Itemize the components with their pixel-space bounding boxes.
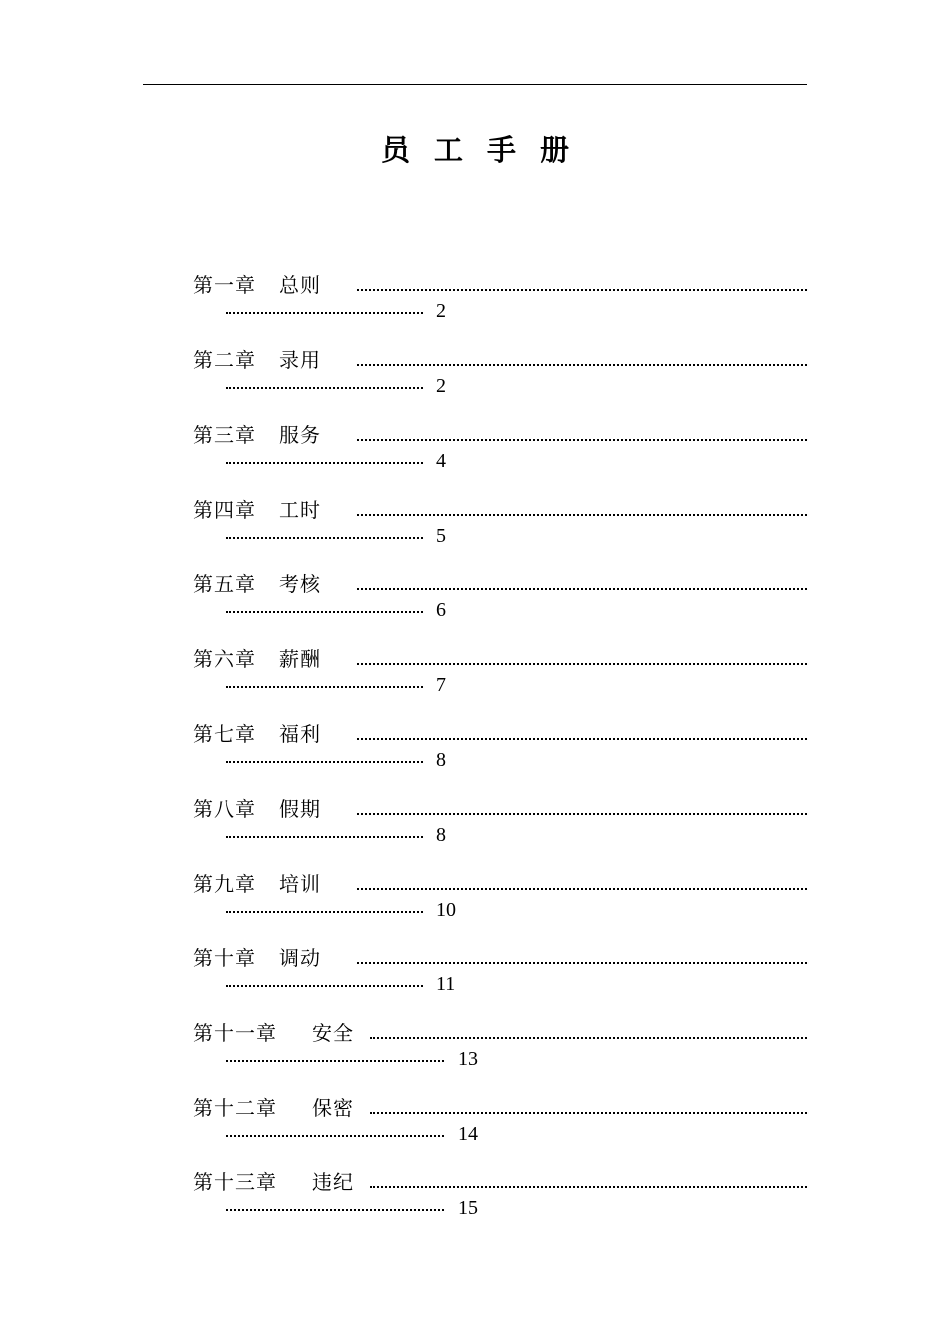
dot-leader	[226, 312, 423, 314]
dot-leader	[357, 588, 807, 590]
page-number: 4	[436, 450, 446, 472]
chapter-number: 第十章	[193, 946, 256, 970]
dot-leader	[357, 888, 807, 890]
dot-leader	[226, 761, 423, 763]
chapter-number: 第五章	[193, 572, 256, 596]
dot-leader	[226, 911, 423, 913]
chapter-title: 调动	[279, 946, 321, 970]
toc-entry-5[interactable]	[193, 571, 807, 631]
document-title: 员工手册	[380, 133, 593, 167]
dot-leader	[226, 1209, 444, 1211]
dot-leader	[226, 1135, 444, 1137]
page-number: 11	[436, 973, 456, 995]
chapter-title: 总则	[279, 273, 321, 297]
dot-leader	[357, 289, 807, 291]
page-number: 15	[458, 1197, 478, 1219]
chapter-title: 福利	[279, 722, 321, 746]
chapter-title: 培训	[279, 872, 321, 896]
chapter-title: 服务	[279, 423, 321, 447]
chapter-number: 第十二章	[193, 1096, 277, 1120]
toc-entry-10[interactable]	[193, 945, 807, 1005]
toc-entry-11[interactable]	[193, 1020, 807, 1080]
dot-leader	[226, 1060, 444, 1062]
chapter-title: 违纪	[312, 1170, 354, 1194]
page-number: 8	[436, 749, 446, 771]
dot-leader	[357, 738, 807, 740]
chapter-number: 第九章	[193, 872, 256, 896]
dot-leader	[357, 663, 807, 665]
page-number: 10	[436, 899, 456, 921]
chapter-number: 第十三章	[193, 1170, 277, 1194]
toc-entry-2[interactable]	[193, 347, 807, 407]
page-number: 13	[458, 1048, 478, 1070]
chapter-title: 假期	[279, 797, 321, 821]
dot-leader	[357, 514, 807, 516]
dot-leader	[357, 364, 807, 366]
page-number: 8	[436, 824, 446, 846]
dot-leader	[226, 387, 423, 389]
dot-leader	[370, 1037, 807, 1039]
chapter-number: 第六章	[193, 647, 256, 671]
page-number: 7	[436, 674, 446, 696]
dot-leader	[226, 611, 423, 613]
page-number: 14	[458, 1123, 478, 1145]
chapter-title: 保密	[312, 1096, 354, 1120]
toc-entry-1[interactable]	[193, 272, 807, 332]
toc-entry-9[interactable]	[193, 871, 807, 931]
chapter-title: 安全	[312, 1021, 354, 1045]
page-number: 6	[436, 599, 446, 621]
toc-entry-6[interactable]	[193, 646, 807, 706]
dot-leader	[226, 985, 423, 987]
dot-leader	[357, 813, 807, 815]
chapter-number: 第七章	[193, 722, 256, 746]
chapter-number: 第十一章	[193, 1021, 277, 1045]
chapter-number: 第八章	[193, 797, 256, 821]
toc-entry-3[interactable]	[193, 422, 807, 482]
chapter-number: 第二章	[193, 348, 256, 372]
page-number: 5	[436, 525, 446, 547]
dot-leader	[370, 1186, 807, 1188]
page-number: 2	[436, 300, 446, 322]
dot-leader	[226, 537, 423, 539]
toc-entry-7[interactable]	[193, 721, 807, 781]
dot-leader	[226, 686, 423, 688]
toc-entry-12[interactable]	[193, 1095, 807, 1155]
toc-entry-4[interactable]	[193, 497, 807, 557]
page-number: 2	[436, 375, 446, 397]
chapter-number: 第一章	[193, 273, 256, 297]
toc-entry-8[interactable]	[193, 796, 807, 856]
chapter-title: 薪酬	[279, 647, 321, 671]
toc-entry-13[interactable]	[193, 1169, 807, 1229]
dot-leader	[226, 836, 423, 838]
chapter-title: 工时	[279, 498, 321, 522]
dot-leader	[357, 962, 807, 964]
chapter-number: 第三章	[193, 423, 256, 447]
chapter-title: 录用	[279, 348, 321, 372]
chapter-title: 考核	[279, 572, 321, 596]
dot-leader	[226, 462, 423, 464]
dot-leader	[357, 439, 807, 441]
chapter-number: 第四章	[193, 498, 256, 522]
dot-leader	[370, 1112, 807, 1114]
